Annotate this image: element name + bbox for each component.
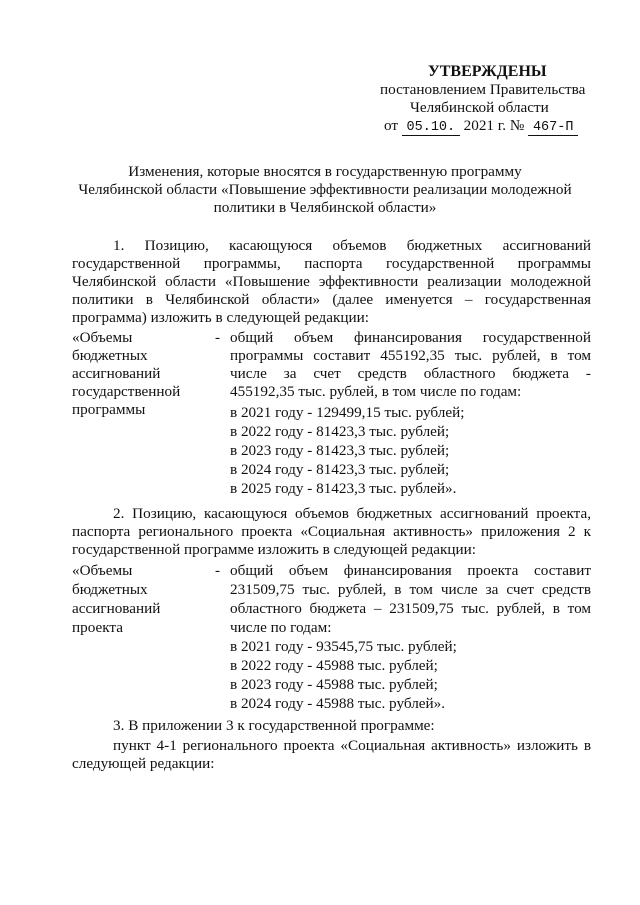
year-suffix: 2021 г. № [463, 117, 525, 134]
table1-right-2: программы составит 455192,35 тыс. рублей, в том [230, 347, 591, 364]
table1-year-1: в 2021 году - 129499,15 тыс. рублей; [230, 404, 465, 421]
item3-line-3: следующей редакции: [72, 755, 215, 772]
item1-line-5: программа) изложить в следующей редакции: [72, 309, 369, 326]
table2-right-4: числе по годам: [230, 619, 332, 636]
table1-dash: - [215, 329, 221, 346]
approval-date: 05.10. [402, 120, 460, 136]
table2-left-2: бюджетных [72, 581, 148, 598]
table2-left-3: ассигнований [72, 600, 161, 617]
table1-year-3: в 2023 году - 81423,3 тыс. рублей; [230, 442, 450, 459]
table2-right-3: областного бюджета – 231509,75 тыс. рублей, в том [230, 600, 591, 617]
item1-line-4: политики в Челябинской области» (далее именуется – государственная [72, 291, 591, 308]
table1-left-1: «Объемы [72, 329, 133, 346]
item2-line-3: государственной программе изложить в следующей редакции: [72, 541, 477, 558]
heading-line-2: Челябинской области «Повышение эффективности реализации молодежной [78, 181, 572, 198]
table1-left-4: государственной [72, 383, 181, 400]
table2-right-2: 231509,75 тыс. рублей, в том числе за счет средств [230, 581, 591, 598]
table1-year-4: в 2024 году - 81423,3 тыс. рублей; [230, 461, 450, 478]
item3-line-2: пункт 4-1 регионального проекта «Социальная активность» изложить в [113, 737, 591, 754]
table1-left-5: программы [72, 401, 146, 418]
approval-region: Челябинской области [410, 99, 549, 116]
table1-left-2: бюджетных [72, 347, 148, 364]
table1-right-4: 455192,35 тыс. рублей, в том числе по годам: [230, 383, 522, 400]
item3-line-1: 3. В приложении 3 к государственной программе: [113, 717, 435, 734]
table2-right-1: общий объем финансирования проекта составит [230, 562, 591, 579]
table2-year-3: в 2023 году - 45988 тыс. рублей; [230, 676, 438, 693]
heading-line-3: политики в Челябинской области» [213, 199, 437, 216]
item2-line-1: 2. Позицию, касающуюся объемов бюджетных ассигнований проекта, [113, 505, 591, 522]
item2-line-2: паспорта регионального проекта «Социальная активность» приложения 2 к [72, 523, 591, 540]
table2-year-4: в 2024 году - 45988 тыс. рублей». [230, 695, 446, 712]
item1-line-1: 1. Позицию, касающуюся объемов бюджетных ассигнований [113, 237, 591, 254]
table2-year-1: в 2021 году - 93545,75 тыс. рублей; [230, 638, 457, 655]
approval-issuer: постановлением Правительства [380, 81, 586, 98]
table1-right-3: числе за счет средств областного бюджета - [230, 365, 591, 382]
item1-line-3: Челябинской области «Повышение эффективности реализации молодежной [72, 273, 591, 290]
table2-left-1: «Объемы [72, 562, 133, 579]
approval-number: 467-П [528, 120, 578, 136]
table1-year-2: в 2022 году - 81423,3 тыс. рублей; [230, 423, 450, 440]
table1-right-1: общий объем финансирования государственной [230, 329, 591, 346]
date-prefix: от [384, 117, 399, 134]
table2-dash: - [215, 562, 221, 579]
table1-left-3: ассигнований [72, 365, 161, 382]
approval-title: УТВЕРЖДЕНЫ [428, 63, 547, 80]
table1-year-5: в 2025 году - 81423,3 тыс. рублей». [230, 480, 457, 497]
approval-date-line [384, 116, 578, 136]
item1-line-2: государственной программы, паспорта государственной программы [72, 255, 591, 272]
heading-line-1: Изменения, которые вносятся в государственную программу [128, 163, 522, 180]
table2-year-2: в 2022 году - 45988 тыс. рублей; [230, 657, 438, 674]
table2-left-4: проекта [72, 619, 123, 636]
